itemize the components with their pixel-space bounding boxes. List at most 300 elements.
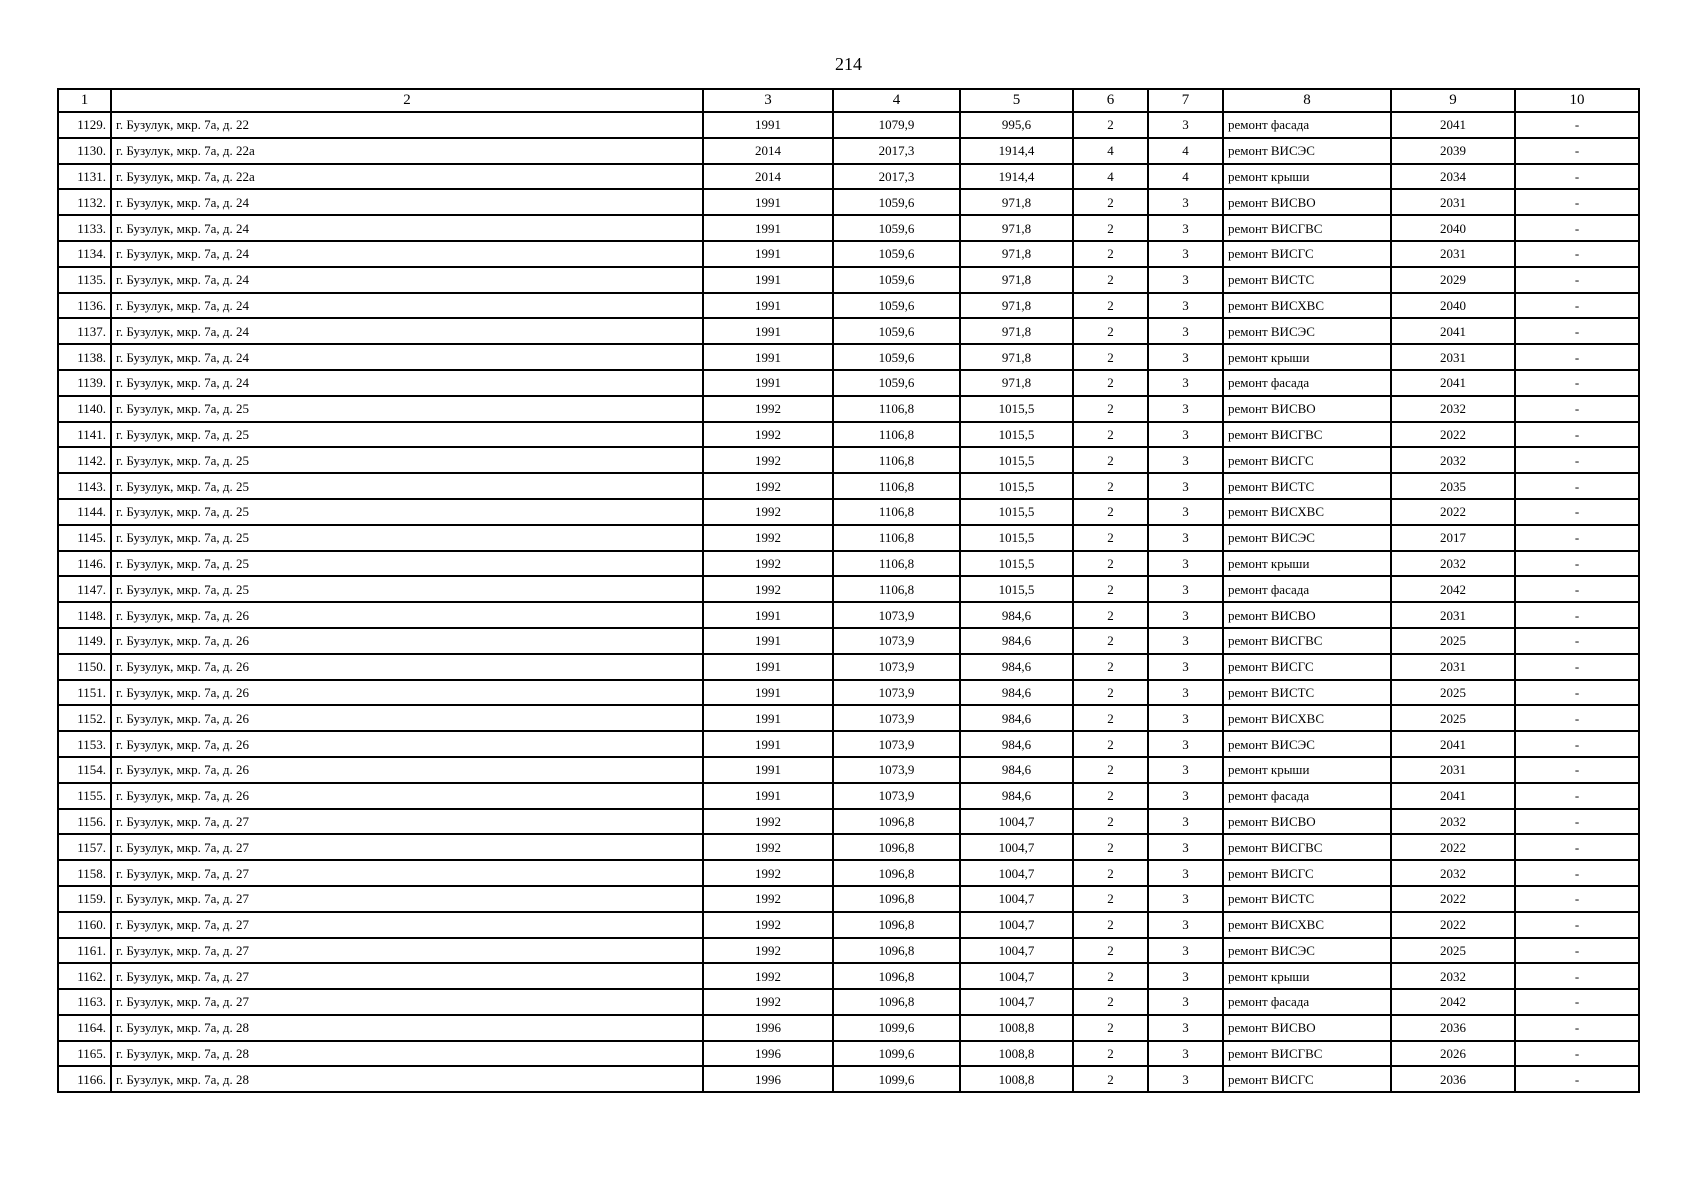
col7-cell: 3 [1148, 112, 1223, 138]
total-area-cell: 1096,8 [833, 834, 960, 860]
work-type-cell: ремонт фасада [1223, 112, 1391, 138]
table-row [58, 757, 1639, 783]
address-cell: г. Бузулук, мкр. 7а, д. 24 [111, 293, 703, 319]
work-type-cell: ремонт ВИСВО [1223, 602, 1391, 628]
repair-schedule-table [57, 88, 1640, 1093]
col7-cell: 3 [1148, 241, 1223, 267]
total-area-cell: 1106,8 [833, 499, 960, 525]
col10-cell: - [1515, 370, 1639, 396]
address-cell: г. Бузулук, мкр. 7а, д. 27 [111, 963, 703, 989]
work-type-cell: ремонт ВИСГВС [1223, 834, 1391, 860]
col10-cell: - [1515, 886, 1639, 912]
year-cell: 1991 [703, 757, 833, 783]
total-area-cell: 1106,8 [833, 396, 960, 422]
col7-cell: 3 [1148, 886, 1223, 912]
work-type-cell: ремонт ВИСГВС [1223, 215, 1391, 241]
living-area-cell: 984,6 [960, 731, 1073, 757]
row-number-cell: 1140. [58, 396, 111, 422]
address-cell: г. Бузулук, мкр. 7а, д. 27 [111, 834, 703, 860]
work-type-cell: ремонт фасада [1223, 576, 1391, 602]
total-area-cell: 1106,8 [833, 525, 960, 551]
col6-cell: 2 [1073, 731, 1148, 757]
address-cell: г. Бузулук, мкр. 7а, д. 26 [111, 783, 703, 809]
total-area-cell: 1106,8 [833, 473, 960, 499]
year-cell: 1991 [703, 112, 833, 138]
col10-cell: - [1515, 164, 1639, 190]
living-area-cell: 1004,7 [960, 886, 1073, 912]
address-cell: г. Бузулук, мкр. 7а, д. 25 [111, 499, 703, 525]
row-number-cell: 1164. [58, 1015, 111, 1041]
work-type-cell: ремонт ВИСГС [1223, 447, 1391, 473]
table-row [58, 654, 1639, 680]
col6-cell: 2 [1073, 396, 1148, 422]
living-area-cell: 1015,5 [960, 551, 1073, 577]
col7-cell: 3 [1148, 912, 1223, 938]
column-header-2: 2 [111, 89, 703, 112]
table-row [58, 1066, 1639, 1092]
row-number-cell: 1160. [58, 912, 111, 938]
living-area-cell: 1015,5 [960, 499, 1073, 525]
work-type-cell: ремонт фасада [1223, 783, 1391, 809]
planned-year-cell: 2040 [1391, 293, 1515, 319]
col10-cell: - [1515, 705, 1639, 731]
address-cell: г. Бузулук, мкр. 7а, д. 24 [111, 267, 703, 293]
column-header-5: 5 [960, 89, 1073, 112]
living-area-cell: 1008,8 [960, 1015, 1073, 1041]
year-cell: 1992 [703, 473, 833, 499]
year-cell: 1991 [703, 705, 833, 731]
planned-year-cell: 2040 [1391, 215, 1515, 241]
planned-year-cell: 2032 [1391, 860, 1515, 886]
work-type-cell: ремонт ВИСХВС [1223, 705, 1391, 731]
col7-cell: 3 [1148, 783, 1223, 809]
address-cell: г. Бузулук, мкр. 7а, д. 24 [111, 318, 703, 344]
col7-cell: 3 [1148, 215, 1223, 241]
living-area-cell: 971,8 [960, 293, 1073, 319]
col7-cell: 3 [1148, 525, 1223, 551]
address-cell: г. Бузулук, мкр. 7а, д. 27 [111, 809, 703, 835]
table-row [58, 989, 1639, 1015]
table-row [58, 164, 1639, 190]
year-cell: 1992 [703, 886, 833, 912]
year-cell: 1991 [703, 370, 833, 396]
total-area-cell: 2017,3 [833, 138, 960, 164]
address-cell: г. Бузулук, мкр. 7а, д. 25 [111, 525, 703, 551]
col6-cell: 2 [1073, 293, 1148, 319]
col6-cell: 2 [1073, 912, 1148, 938]
work-type-cell: ремонт ВИСЭС [1223, 938, 1391, 964]
address-cell: г. Бузулук, мкр. 7а, д. 26 [111, 705, 703, 731]
table-row [58, 215, 1639, 241]
living-area-cell: 1008,8 [960, 1066, 1073, 1092]
row-number-cell: 1163. [58, 989, 111, 1015]
total-area-cell: 1059,6 [833, 241, 960, 267]
col6-cell: 2 [1073, 1041, 1148, 1067]
address-cell: г. Бузулук, мкр. 7а, д. 25 [111, 447, 703, 473]
living-area-cell: 971,8 [960, 370, 1073, 396]
living-area-cell: 984,6 [960, 602, 1073, 628]
table-body [58, 112, 1639, 1092]
col6-cell: 2 [1073, 1066, 1148, 1092]
col7-cell: 3 [1148, 628, 1223, 654]
total-area-cell: 1059,6 [833, 215, 960, 241]
work-type-cell: ремонт ВИСЭС [1223, 318, 1391, 344]
total-area-cell: 1099,6 [833, 1041, 960, 1067]
total-area-cell: 1099,6 [833, 1015, 960, 1041]
col6-cell: 2 [1073, 1015, 1148, 1041]
living-area-cell: 1004,7 [960, 912, 1073, 938]
col6-cell: 2 [1073, 473, 1148, 499]
col7-cell: 3 [1148, 654, 1223, 680]
planned-year-cell: 2041 [1391, 318, 1515, 344]
table-row [58, 447, 1639, 473]
col7-cell: 3 [1148, 938, 1223, 964]
work-type-cell: ремонт ВИСГВС [1223, 628, 1391, 654]
year-cell: 1992 [703, 809, 833, 835]
table-row [58, 938, 1639, 964]
row-number-cell: 1136. [58, 293, 111, 319]
work-type-cell: ремонт ВИСХВС [1223, 293, 1391, 319]
col6-cell: 4 [1073, 164, 1148, 190]
total-area-cell: 1073,9 [833, 757, 960, 783]
col7-cell: 3 [1148, 757, 1223, 783]
work-type-cell: ремонт ВИСТС [1223, 886, 1391, 912]
col7-cell: 3 [1148, 293, 1223, 319]
col7-cell: 3 [1148, 1015, 1223, 1041]
col10-cell: - [1515, 680, 1639, 706]
living-area-cell: 1015,5 [960, 396, 1073, 422]
living-area-cell: 1004,7 [960, 963, 1073, 989]
col6-cell: 2 [1073, 422, 1148, 448]
col7-cell: 3 [1148, 551, 1223, 577]
col6-cell: 2 [1073, 809, 1148, 835]
work-type-cell: ремонт ВИСГВС [1223, 422, 1391, 448]
planned-year-cell: 2032 [1391, 551, 1515, 577]
col10-cell: - [1515, 293, 1639, 319]
planned-year-cell: 2031 [1391, 757, 1515, 783]
year-cell: 1991 [703, 628, 833, 654]
table-row [58, 576, 1639, 602]
total-area-cell: 1096,8 [833, 989, 960, 1015]
table-row [58, 370, 1639, 396]
row-number-cell: 1166. [58, 1066, 111, 1092]
col10-cell: - [1515, 447, 1639, 473]
col7-cell: 3 [1148, 396, 1223, 422]
column-header-9: 9 [1391, 89, 1515, 112]
col7-cell: 3 [1148, 473, 1223, 499]
col7-cell: 3 [1148, 602, 1223, 628]
col6-cell: 2 [1073, 344, 1148, 370]
column-header-6: 6 [1073, 89, 1148, 112]
col10-cell: - [1515, 989, 1639, 1015]
planned-year-cell: 2029 [1391, 267, 1515, 293]
work-type-cell: ремонт крыши [1223, 963, 1391, 989]
table-row [58, 731, 1639, 757]
col10-cell: - [1515, 344, 1639, 370]
year-cell: 1991 [703, 267, 833, 293]
col7-cell: 3 [1148, 576, 1223, 602]
planned-year-cell: 2025 [1391, 680, 1515, 706]
table-row [58, 138, 1639, 164]
column-header-7: 7 [1148, 89, 1223, 112]
row-number-cell: 1156. [58, 809, 111, 835]
col10-cell: - [1515, 473, 1639, 499]
col10-cell: - [1515, 628, 1639, 654]
work-type-cell: ремонт ВИСГС [1223, 654, 1391, 680]
living-area-cell: 984,6 [960, 757, 1073, 783]
address-cell: г. Бузулук, мкр. 7а, д. 27 [111, 912, 703, 938]
table-row [58, 241, 1639, 267]
planned-year-cell: 2025 [1391, 705, 1515, 731]
planned-year-cell: 2036 [1391, 1015, 1515, 1041]
work-type-cell: ремонт ВИСЭС [1223, 138, 1391, 164]
year-cell: 1991 [703, 602, 833, 628]
col10-cell: - [1515, 602, 1639, 628]
col6-cell: 2 [1073, 499, 1148, 525]
planned-year-cell: 2031 [1391, 189, 1515, 215]
col6-cell: 2 [1073, 886, 1148, 912]
row-number-cell: 1131. [58, 164, 111, 190]
address-cell: г. Бузулук, мкр. 7а, д. 26 [111, 757, 703, 783]
work-type-cell: ремонт ВИСХВС [1223, 912, 1391, 938]
table-row [58, 680, 1639, 706]
row-number-cell: 1159. [58, 886, 111, 912]
row-number-cell: 1158. [58, 860, 111, 886]
planned-year-cell: 2017 [1391, 525, 1515, 551]
col10-cell: - [1515, 809, 1639, 835]
row-number-cell: 1157. [58, 834, 111, 860]
row-number-cell: 1147. [58, 576, 111, 602]
row-number-cell: 1129. [58, 112, 111, 138]
year-cell: 1992 [703, 834, 833, 860]
col6-cell: 2 [1073, 551, 1148, 577]
planned-year-cell: 2035 [1391, 473, 1515, 499]
address-cell: г. Бузулук, мкр. 7а, д. 27 [111, 989, 703, 1015]
address-cell: г. Бузулук, мкр. 7а, д. 22 [111, 112, 703, 138]
row-number-cell: 1144. [58, 499, 111, 525]
total-area-cell: 1059,6 [833, 370, 960, 396]
address-cell: г. Бузулук, мкр. 7а, д. 28 [111, 1015, 703, 1041]
col10-cell: - [1515, 1041, 1639, 1067]
row-number-cell: 1133. [58, 215, 111, 241]
column-header-1: 1 [58, 89, 111, 112]
table-header [58, 89, 1639, 112]
total-area-cell: 1106,8 [833, 551, 960, 577]
total-area-cell: 1073,9 [833, 783, 960, 809]
row-number-cell: 1151. [58, 680, 111, 706]
address-cell: г. Бузулук, мкр. 7а, д. 24 [111, 215, 703, 241]
col6-cell: 2 [1073, 705, 1148, 731]
row-number-cell: 1165. [58, 1041, 111, 1067]
total-area-cell: 1073,9 [833, 680, 960, 706]
living-area-cell: 1015,5 [960, 447, 1073, 473]
year-cell: 1991 [703, 783, 833, 809]
col10-cell: - [1515, 525, 1639, 551]
col7-cell: 3 [1148, 370, 1223, 396]
col10-cell: - [1515, 938, 1639, 964]
planned-year-cell: 2022 [1391, 422, 1515, 448]
total-area-cell: 1073,9 [833, 602, 960, 628]
col7-cell: 3 [1148, 731, 1223, 757]
year-cell: 2014 [703, 138, 833, 164]
col10-cell: - [1515, 912, 1639, 938]
living-area-cell: 1004,7 [960, 860, 1073, 886]
row-number-cell: 1161. [58, 938, 111, 964]
work-type-cell: ремонт ВИСХВС [1223, 499, 1391, 525]
col10-cell: - [1515, 1066, 1639, 1092]
year-cell: 1992 [703, 989, 833, 1015]
planned-year-cell: 2022 [1391, 886, 1515, 912]
row-number-cell: 1152. [58, 705, 111, 731]
table-row [58, 396, 1639, 422]
col10-cell: - [1515, 499, 1639, 525]
col7-cell: 3 [1148, 963, 1223, 989]
year-cell: 1991 [703, 318, 833, 344]
col10-cell: - [1515, 963, 1639, 989]
total-area-cell: 1073,9 [833, 705, 960, 731]
total-area-cell: 1059,6 [833, 344, 960, 370]
work-type-cell: ремонт ВИСВО [1223, 189, 1391, 215]
row-number-cell: 1134. [58, 241, 111, 267]
table-row [58, 963, 1639, 989]
year-cell: 1996 [703, 1015, 833, 1041]
year-cell: 1991 [703, 654, 833, 680]
row-number-cell: 1141. [58, 422, 111, 448]
living-area-cell: 984,6 [960, 783, 1073, 809]
row-number-cell: 1145. [58, 525, 111, 551]
planned-year-cell: 2042 [1391, 989, 1515, 1015]
work-type-cell: ремонт фасада [1223, 370, 1391, 396]
col10-cell: - [1515, 138, 1639, 164]
col10-cell: - [1515, 576, 1639, 602]
address-cell: г. Бузулук, мкр. 7а, д. 26 [111, 680, 703, 706]
address-cell: г. Бузулук, мкр. 7а, д. 26 [111, 731, 703, 757]
table-row [58, 705, 1639, 731]
planned-year-cell: 2042 [1391, 576, 1515, 602]
col7-cell: 3 [1148, 1041, 1223, 1067]
total-area-cell: 1099,6 [833, 1066, 960, 1092]
living-area-cell: 1004,7 [960, 834, 1073, 860]
col7-cell: 4 [1148, 164, 1223, 190]
year-cell: 1992 [703, 499, 833, 525]
work-type-cell: ремонт ВИСТС [1223, 473, 1391, 499]
year-cell: 1992 [703, 525, 833, 551]
planned-year-cell: 2032 [1391, 447, 1515, 473]
col7-cell: 3 [1148, 809, 1223, 835]
row-number-cell: 1155. [58, 783, 111, 809]
col10-cell: - [1515, 112, 1639, 138]
work-type-cell: ремонт ВИСГС [1223, 860, 1391, 886]
row-number-cell: 1153. [58, 731, 111, 757]
address-cell: г. Бузулук, мкр. 7а, д. 25 [111, 551, 703, 577]
planned-year-cell: 2032 [1391, 809, 1515, 835]
col6-cell: 2 [1073, 989, 1148, 1015]
total-area-cell: 1073,9 [833, 731, 960, 757]
living-area-cell: 971,8 [960, 189, 1073, 215]
address-cell: г. Бузулук, мкр. 7а, д. 24 [111, 189, 703, 215]
col7-cell: 3 [1148, 189, 1223, 215]
year-cell: 1991 [703, 344, 833, 370]
living-area-cell: 971,8 [960, 344, 1073, 370]
total-area-cell: 1059,6 [833, 318, 960, 344]
col10-cell: - [1515, 241, 1639, 267]
col6-cell: 2 [1073, 602, 1148, 628]
living-area-cell: 1004,7 [960, 809, 1073, 835]
table-row [58, 318, 1639, 344]
work-type-cell: ремонт ВИСТС [1223, 680, 1391, 706]
row-number-cell: 1142. [58, 447, 111, 473]
col6-cell: 2 [1073, 938, 1148, 964]
year-cell: 1991 [703, 241, 833, 267]
planned-year-cell: 2022 [1391, 499, 1515, 525]
col6-cell: 2 [1073, 318, 1148, 344]
table-row [58, 1015, 1639, 1041]
column-header-10: 10 [1515, 89, 1639, 112]
col6-cell: 2 [1073, 576, 1148, 602]
planned-year-cell: 2026 [1391, 1041, 1515, 1067]
planned-year-cell: 2041 [1391, 370, 1515, 396]
total-area-cell: 1106,8 [833, 576, 960, 602]
address-cell: г. Бузулук, мкр. 7а, д. 25 [111, 473, 703, 499]
col6-cell: 2 [1073, 189, 1148, 215]
address-cell: г. Бузулук, мкр. 7а, д. 27 [111, 886, 703, 912]
row-number-cell: 1148. [58, 602, 111, 628]
col6-cell: 2 [1073, 370, 1148, 396]
row-number-cell: 1154. [58, 757, 111, 783]
work-type-cell: ремонт ВИСТС [1223, 267, 1391, 293]
planned-year-cell: 2036 [1391, 1066, 1515, 1092]
living-area-cell: 1015,5 [960, 525, 1073, 551]
living-area-cell: 1004,7 [960, 989, 1073, 1015]
address-cell: г. Бузулук, мкр. 7а, д. 26 [111, 628, 703, 654]
col7-cell: 3 [1148, 267, 1223, 293]
total-area-cell: 1106,8 [833, 447, 960, 473]
living-area-cell: 984,6 [960, 654, 1073, 680]
living-area-cell: 995,6 [960, 112, 1073, 138]
living-area-cell: 971,8 [960, 267, 1073, 293]
col7-cell: 3 [1148, 989, 1223, 1015]
total-area-cell: 1059,6 [833, 189, 960, 215]
col6-cell: 2 [1073, 783, 1148, 809]
total-area-cell: 1079,9 [833, 112, 960, 138]
total-area-cell: 1096,8 [833, 886, 960, 912]
year-cell: 1996 [703, 1066, 833, 1092]
living-area-cell: 1015,5 [960, 576, 1073, 602]
col6-cell: 2 [1073, 834, 1148, 860]
table-row [58, 602, 1639, 628]
address-cell: г. Бузулук, мкр. 7а, д. 24 [111, 241, 703, 267]
row-number-cell: 1149. [58, 628, 111, 654]
table-row [58, 344, 1639, 370]
col6-cell: 2 [1073, 447, 1148, 473]
planned-year-cell: 2031 [1391, 654, 1515, 680]
address-cell: г. Бузулук, мкр. 7а, д. 25 [111, 396, 703, 422]
col7-cell: 3 [1148, 447, 1223, 473]
work-type-cell: ремонт крыши [1223, 344, 1391, 370]
col6-cell: 2 [1073, 112, 1148, 138]
col10-cell: - [1515, 551, 1639, 577]
planned-year-cell: 2025 [1391, 628, 1515, 654]
col6-cell: 2 [1073, 680, 1148, 706]
planned-year-cell: 2041 [1391, 112, 1515, 138]
row-number-cell: 1146. [58, 551, 111, 577]
row-number-cell: 1137. [58, 318, 111, 344]
planned-year-cell: 2022 [1391, 834, 1515, 860]
row-number-cell: 1132. [58, 189, 111, 215]
col6-cell: 2 [1073, 215, 1148, 241]
total-area-cell: 1096,8 [833, 912, 960, 938]
planned-year-cell: 2022 [1391, 912, 1515, 938]
